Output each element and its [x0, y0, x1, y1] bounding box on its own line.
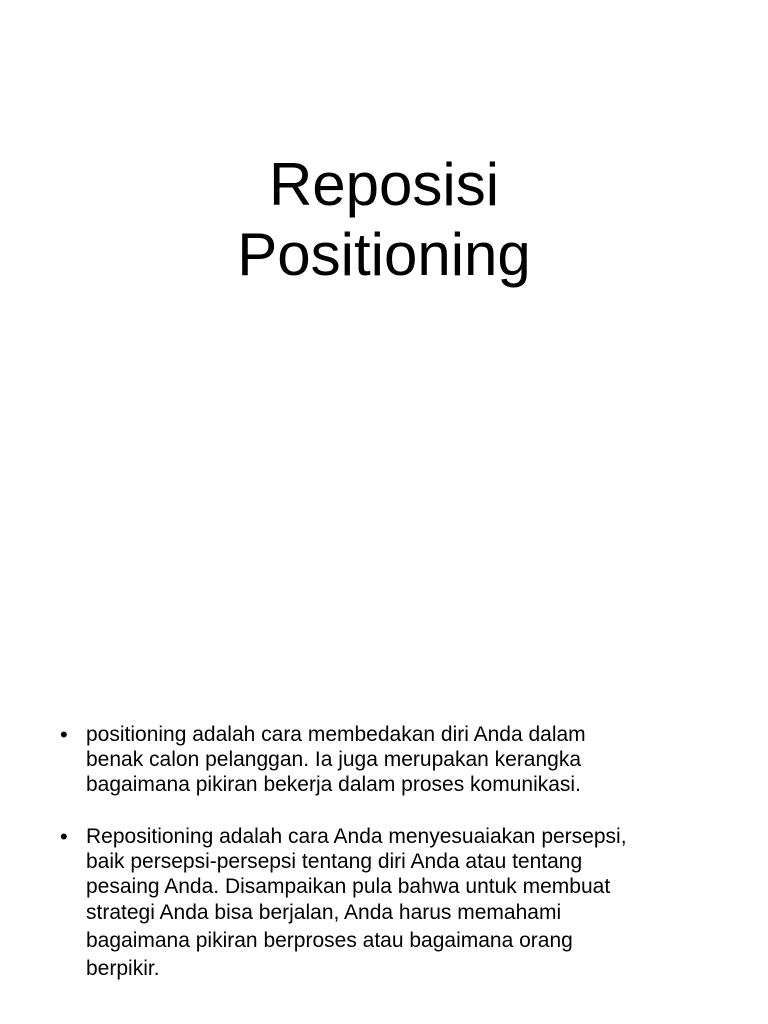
bullet-item [60, 824, 720, 983]
bullet-dot-icon: • [60, 722, 68, 747]
bullet-line: bagaimana pikiran berproses atau bagaimana orang [86, 929, 573, 952]
bullet-list [60, 722, 720, 1010]
bullet-line: positioning adalah cara membedakan diri Anda dalam [86, 723, 586, 746]
title-line-2: Positioning [237, 221, 531, 288]
bullet-text [86, 722, 720, 797]
bullet-line: Repositioning adalah cara Anda menyesuaiakan persepsi, [86, 825, 627, 848]
bullet-line: baik persepsi-persepsi tentang diri Anda atau tentang [86, 850, 583, 873]
bullet-line: benak calon pelanggan. Ia juga merupakan kerangka [86, 748, 582, 771]
slide-title [0, 150, 768, 290]
bullet-line: pesaing Anda. Disampaikan pula bahwa untuk membuat [86, 875, 611, 898]
bullet-line: bagaimana pikiran bekerja dalam proses komunikasi. [86, 773, 581, 796]
bullet-item [60, 722, 720, 797]
bullet-text [86, 824, 720, 983]
title-line-1: Reposisi [268, 151, 500, 218]
bullet-line: strategi Anda bisa berjalan, Anda harus memahami [86, 901, 562, 924]
bullet-line: berpikir. [86, 957, 160, 980]
bullet-dot-icon: • [60, 824, 68, 849]
